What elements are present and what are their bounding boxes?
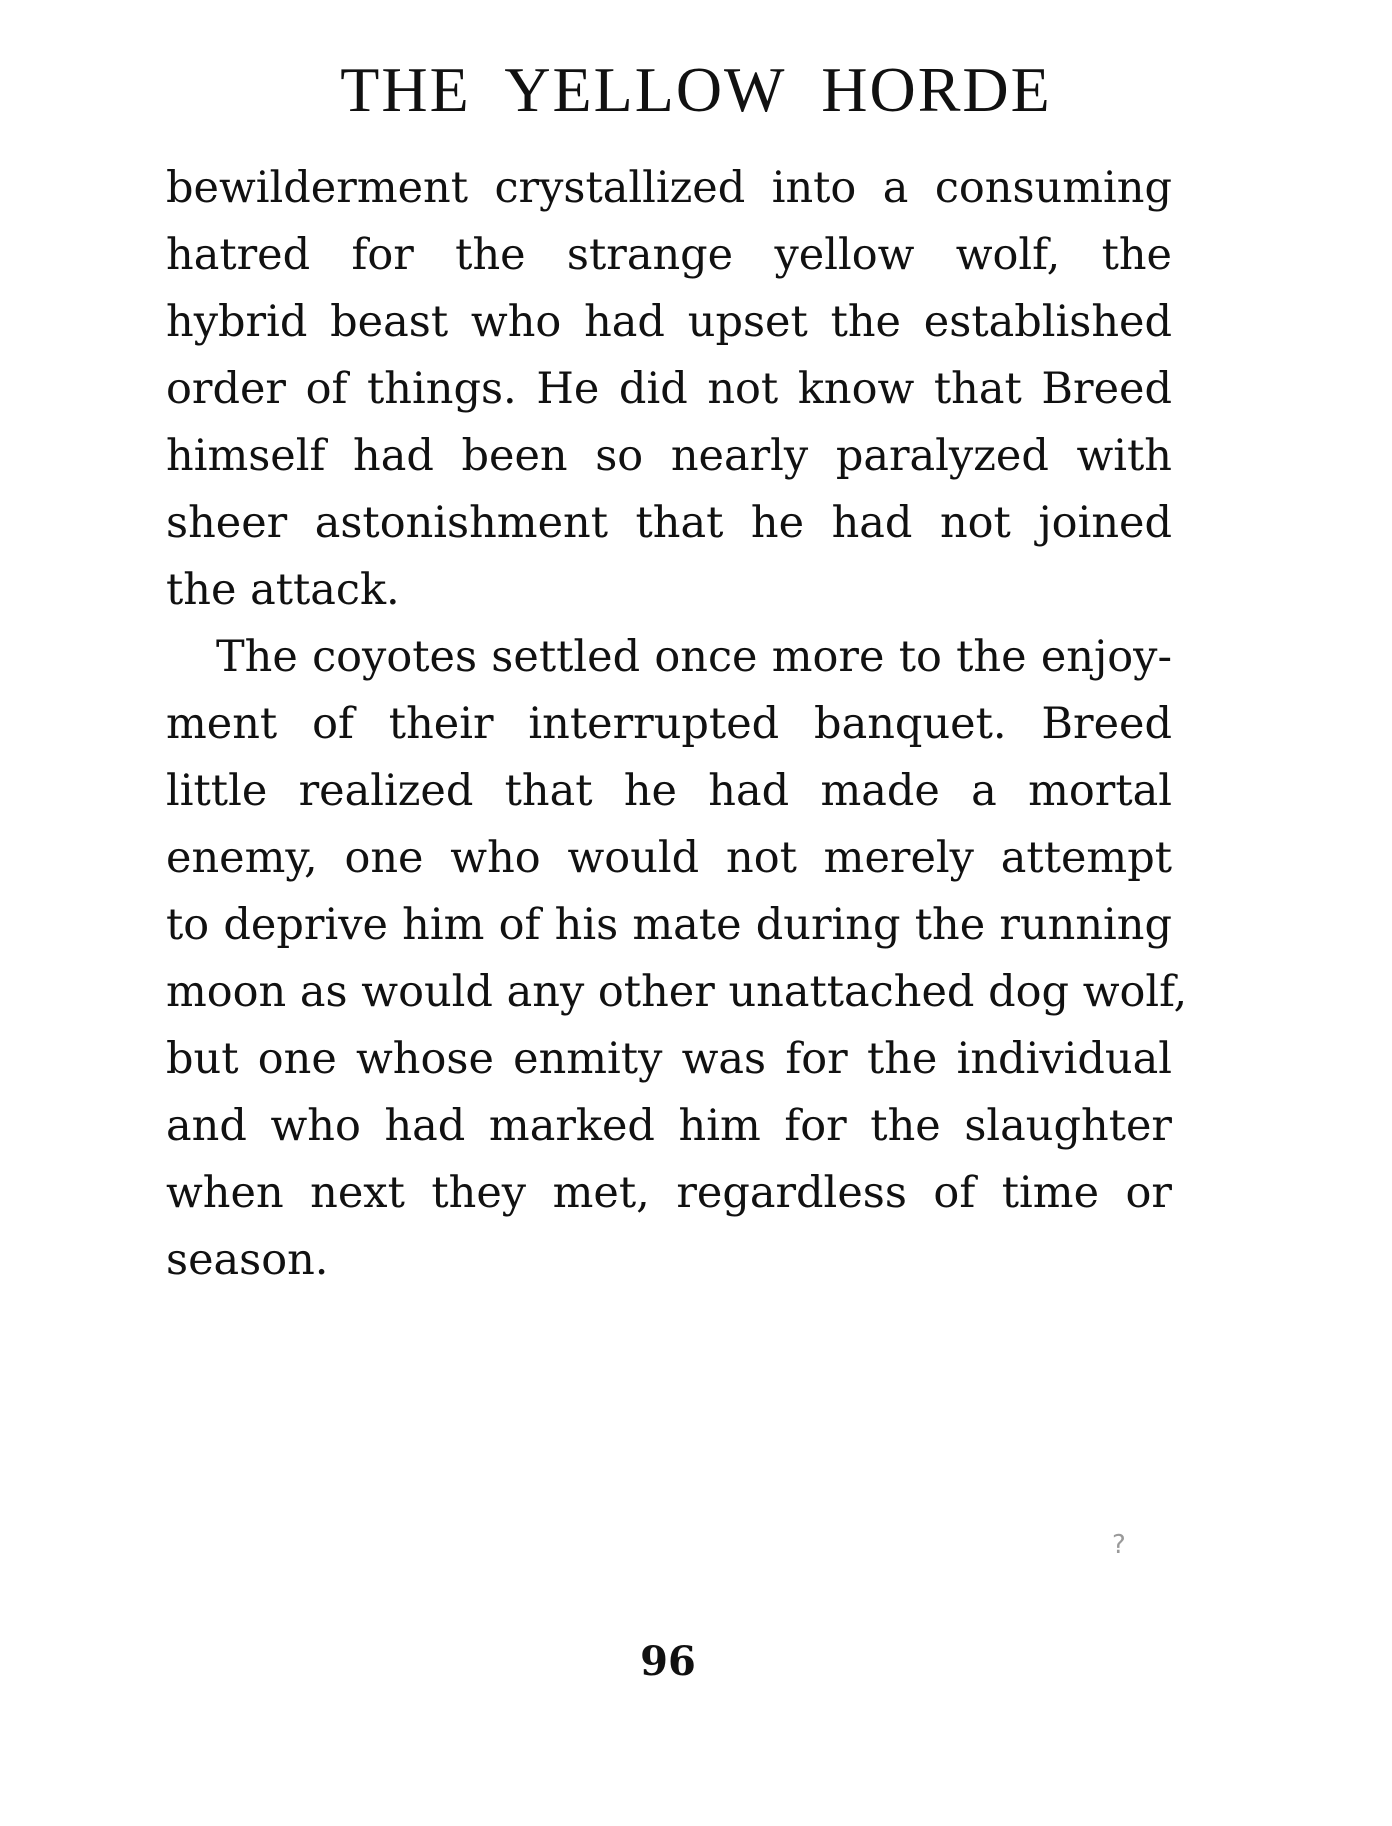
text-line: himself had been so nearly paralyzed with: [166, 431, 1172, 481]
text-line: but one whose enmity was for the individual: [166, 1034, 1172, 1084]
text-line: order of things. He did not know that Breed: [166, 364, 1172, 414]
running-title: THE YELLOW HORDE: [340, 54, 1052, 125]
paragraph: [166, 155, 1172, 624]
text-line: sheer astonishment that he had not joined: [166, 498, 1172, 548]
text-line: little realized that he had made a mortal: [166, 766, 1172, 816]
text-line: season.: [166, 1235, 329, 1285]
text-line: hybrid beast who had upset the established: [166, 297, 1172, 347]
text-line: and who had marked him for the slaughter: [166, 1101, 1172, 1151]
paragraph: [166, 624, 1188, 1294]
text-line: The coyotes settled once more to the enjoy-: [216, 632, 1172, 682]
text-line: the attack.: [166, 565, 400, 615]
body-text: [166, 155, 1188, 1294]
stray-mark: ?: [1112, 1530, 1126, 1560]
text-line: hatred for the strange yellow wolf, the: [166, 230, 1172, 280]
text-line: enemy, one who would not merely attempt: [166, 833, 1172, 883]
page-number: 96: [640, 1638, 696, 1685]
text-line: bewilderment crystallized into a consuming: [166, 163, 1172, 213]
text-line: to deprive him of his mate during the running: [166, 900, 1172, 950]
text-line: when next they met, regardless of time or: [166, 1168, 1172, 1218]
text-line: ment of their interrupted banquet. Breed: [166, 699, 1172, 749]
text-line: moon as would any other unattached dog wolf,: [166, 967, 1188, 1017]
